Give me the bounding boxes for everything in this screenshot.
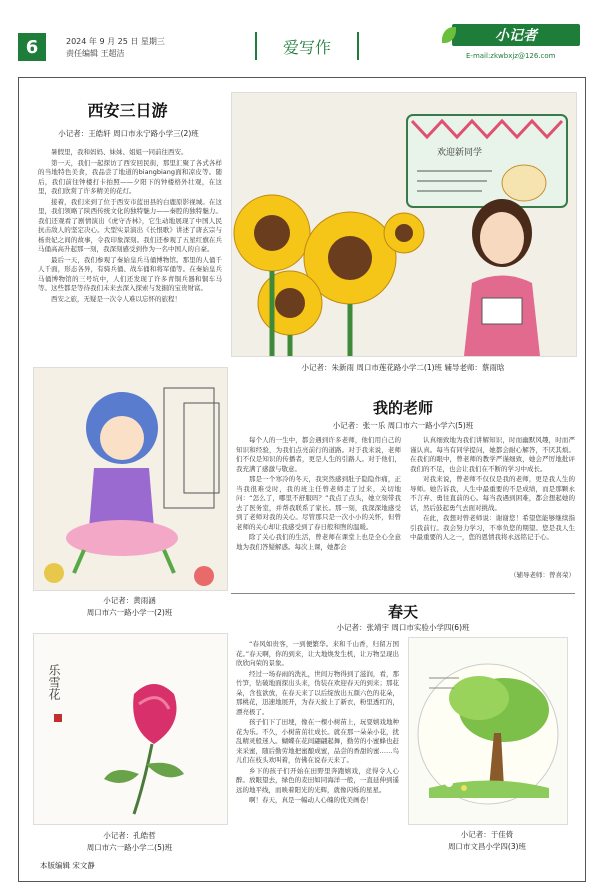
teacher-paragraph: 在此，我想对曾老师说：谢谢您！希望您能够继续指引我前行。我会努力学习，不辜负您的期望。您是我人生中最重要的人之一，您的恩情我将永远铭记于心。 bbox=[410, 514, 575, 541]
painting-inscription: 乐雪花 bbox=[47, 664, 61, 700]
spring-paragraph: 经过一场春雨的洗礼，世间万物得到了滋润，看，那竹笋，钻破地面探出头来，伪装在欢迎春天的到来；那花朵，含苞欲放，在春天来了以后绽放出五颜六色的花朵，那桃花，迅速地展开，为春天披上了新衣，粉里透红的，漂亮极了。 bbox=[236, 669, 399, 716]
teacher-paragraph: 认真细致地为我们讲解知识，时而幽默风趣，时而严谨认真。每当有同学提问，她都会耐心解答，不厌其烦。在我们的眼中，曾老师的教学严谨细致，她会严厉地批评我们的不足，也会让我们在不断的学习中成长。 bbox=[410, 436, 575, 473]
article-title-teacher: 我的老师 bbox=[372, 399, 433, 417]
caption-girl-line1: 小记者：黄雨涵 bbox=[103, 596, 156, 605]
flower-painting-art bbox=[34, 634, 227, 824]
article-byline-spring: 小记者：张靖宇 周口市实验小学四(6)班 bbox=[336, 623, 470, 632]
article-body-teacher-col1 bbox=[236, 436, 401, 586]
caption-flower-line1: 小记者：孔皓哲 bbox=[103, 831, 156, 840]
spring-paragraph: 孩子们下了田埂，像在一棵小树苗上，玩耍嬉戏地种花为乐。不久，小树苗茁壮成长。就在那一朵朵小花，扰乱精灵般迷人。蝴蝶在花间翩翩起舞，勤劳的小蜜蜂也赶来采蜜，随后勤劳地把蜜酿成蜜，品尝的香甜的蜜……鸟儿们在枝头欢叫着，仿佛在说春天来了。 bbox=[236, 718, 399, 764]
tutor-note: （辅导老师：曾喜荣） bbox=[510, 571, 575, 579]
caption-girl-line2: 周口市六一路小学一(2)班 bbox=[86, 608, 173, 617]
section-title: 爱写作 bbox=[255, 32, 359, 60]
responsible-editor: 责任编辑 王超洁 bbox=[66, 49, 125, 58]
xian-paragraph: 接着，我们来到了位于西安市蓝田县的白鹿原影视城。在这里，我们领略了陕西传统文化的独特魅力——秦腔的独特魅力。我们还观看了剧情演出《虎守杏林》，它生动地展现了中国人民抗击敌人的坚定决心。大型实景演出《长恨歌》讲述了唐玄宗与杨贵妃之间的故事，令我印象深刻。我们还参观了五星红旗在兵马俑高高升起那一刻，我深刻感受到作为一名中国人的自豪。 bbox=[38, 197, 222, 253]
caption-flower-line2: 周口市六一路小学二(5)班 bbox=[86, 843, 173, 852]
issue-date: 2024 年 9 月 25 日 星期三 bbox=[66, 37, 165, 46]
caption-tree-line2: 周口市文昌小学四(3)班 bbox=[447, 842, 527, 851]
section-divider bbox=[231, 593, 575, 594]
article-body-xian bbox=[38, 148, 222, 363]
spring-paragraph: “春风如贵客，一到便繁华。来和千山香，归留万国花。”春天啊，你的到来，让大地焕发生机，让万物呈现出欣欣向荣的景象。 bbox=[236, 640, 399, 667]
tree-drawing bbox=[408, 637, 568, 825]
page-editor: 本版编辑 宋文静 bbox=[40, 861, 95, 870]
leaf-icon bbox=[442, 27, 456, 43]
teacher-paragraph: 每个人的一生中，都会遇到许多老师，他们用自己的知识和经验，为我们点亮前行的道路。对于我来说，老师们不仅是知识的传播者，更是人生的引路人。对于他们，我充满了感激与敬意。 bbox=[236, 436, 401, 473]
article-title-xian: 西安三日游 bbox=[87, 101, 168, 120]
teacher-paragraph: 那是一个寒冷的冬天，我突然感到肚子隐隐作痛，正当我很难受时，我的班主任曾老师走了过来，关切地问：“怎么了，哪里不舒服吗？”我点了点头，她立刻带我去了医务室，并帮我联系了家长。那一刻，我深深地感受到了老师对我的关心。尽管那只是一次小小的关怀，但曾老师的关心却让我感受到了春日般和煦的温暖。 bbox=[236, 475, 401, 531]
spring-paragraph: 乡下的孩子们开始在田野里奔跑嬉戏，竞得令人心醉。放眼望去，绿色的麦田如同海洋一般，一直延伸到遥远的地平线，而映着阳光的光辉，就像闪烁的星星。 bbox=[236, 766, 399, 794]
board-text: 欢迎新同学 bbox=[437, 148, 483, 158]
teacher-paragraph: 除了关心我们的生活，曾老师在课堂上也是全心全意地为我们答疑解惑。每次上课，她都会 bbox=[236, 533, 401, 551]
caption-tree-line1: 小记者：于佳倚 bbox=[460, 830, 514, 839]
flower-painting bbox=[33, 633, 228, 825]
article-body-teacher-col2 bbox=[410, 436, 575, 566]
xian-paragraph: 西安之旅，无疑是一次令人难以忘怀的旅程！ bbox=[51, 294, 181, 303]
tree-drawing-art bbox=[409, 638, 567, 824]
article-byline-teacher: 小记者：张一乐 周口市六一路小学六(5)班 bbox=[332, 421, 474, 430]
teacher-drawing bbox=[231, 92, 577, 357]
teacher-paragraph: 对我来说，曾老师不仅仅是我的老师，更是我人生的导师。她告诉我，人生中最重要的不是成绩，而是那颗永不言弃、勇往直前的心。每当我遇到困难，都会想起她的话，然后鼓起勇气去面对挑战。 bbox=[410, 475, 575, 512]
girl-drawing bbox=[33, 367, 228, 591]
spring-paragraph: 啊！春天，真是一幅动人心魄的优美画卷！ bbox=[249, 796, 373, 804]
brand-banner bbox=[452, 24, 580, 46]
contact-email: E-mail:zkwbxjz@126.com bbox=[466, 52, 556, 60]
xian-paragraph: 最后一天，我们参观了秦始皇兵马俑博物馆。那里的人俑千人千面，形态各异，有骑兵俑、战车俑和将军俑等。在秦始皇兵马俑博物馆的三号坑中，人们还发现了许多青铜兵器和铜车马等。这些都是等待我们未来去深入探索与发掘的宝贵财富。 bbox=[38, 255, 222, 292]
xian-paragraph: 暑假里，我和妈妈、妹妹、姐姐一同前往西安。 bbox=[51, 148, 188, 156]
article-title-spring: 春天 bbox=[387, 603, 418, 621]
page-number: 6 bbox=[18, 33, 46, 61]
girl-drawing-art bbox=[34, 368, 227, 590]
teacher-drawing-art bbox=[232, 93, 576, 356]
xian-paragraph: 第一天，我们一起探访了西安回民街，那里汇聚了各式各样的当地特色美食，我品尝了地道的biangbiang面和凉皮等。随后，我们前往钟楼打卡拍照——夕阳下的钟楼格外壮观，在这里，我们欣赏了许多精美的花灯。 bbox=[38, 158, 222, 195]
caption-teacher-drawing: 小记者：朱新雨 周口市莲花路小学二(1)班 辅导老师：蔡雨晗 bbox=[301, 363, 505, 372]
brand-text: 小记者 bbox=[495, 28, 537, 44]
article-body-spring bbox=[236, 640, 399, 872]
article-byline-xian: 小记者：王皓轩 周口市永宁路小学三(2)班 bbox=[58, 129, 199, 138]
